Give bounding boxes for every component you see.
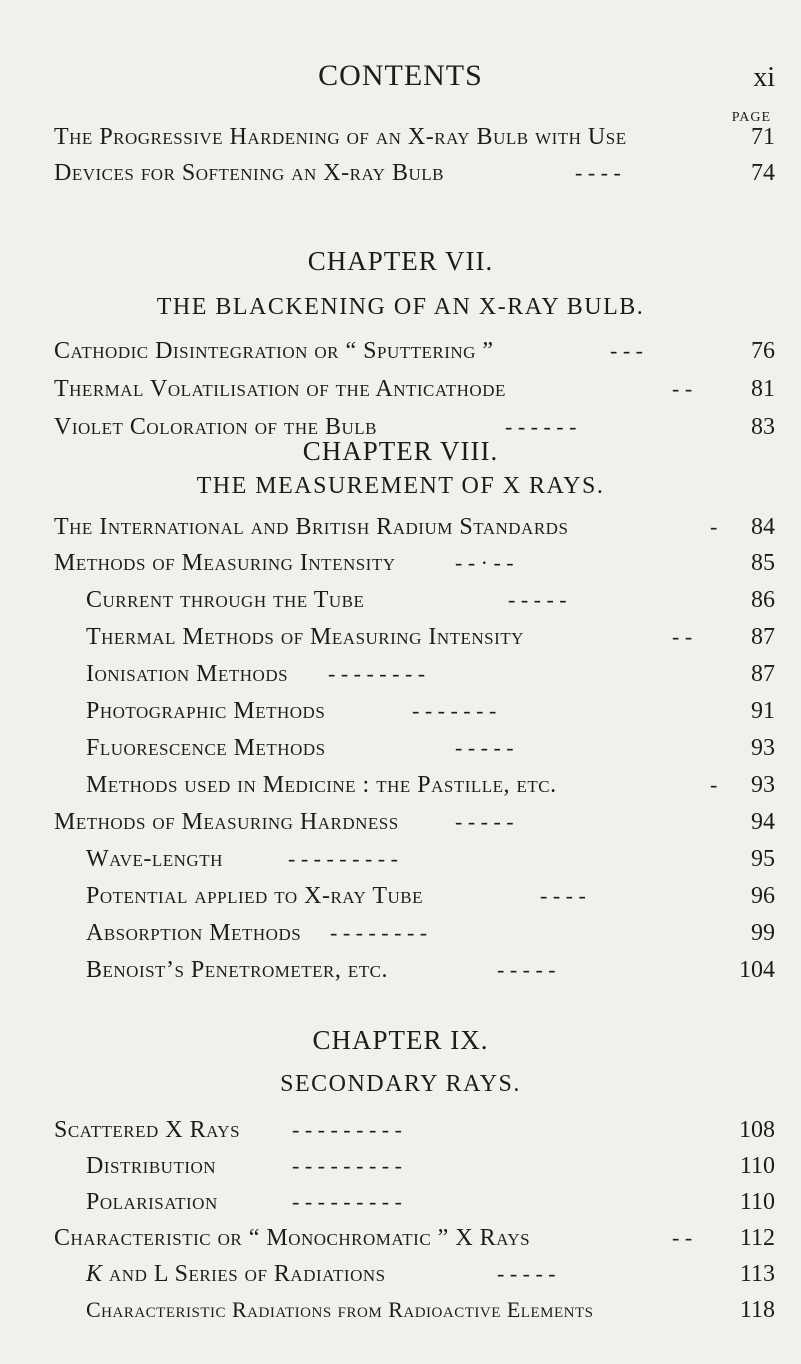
toc-entry [0, 583, 801, 617]
toc-entry-title: Potential applied to X-ray Tube [86, 883, 424, 909]
toc-entry [0, 1221, 801, 1255]
toc-entry [0, 620, 801, 654]
toc-entry-page: 84 [751, 514, 775, 540]
toc-entry-page: 113 [739, 1261, 775, 1287]
chapter-subheading: SECONDARY RAYS. [280, 1071, 521, 1097]
toc-entry [0, 156, 801, 190]
toc-entry-leaders: - - - - - - - - - [292, 1153, 402, 1178]
toc-entry-page: 76 [751, 338, 775, 364]
toc-entry-title: K and L Series of Radiations [86, 1261, 386, 1287]
toc-entry-page: 95 [751, 846, 775, 872]
toc-entry-leaders: - - - - [575, 160, 621, 185]
toc-entry-title: Devices for Softening an X-ray Bulb [54, 160, 444, 186]
toc-entry [0, 694, 801, 728]
toc-entry-leaders: - - [672, 376, 693, 401]
toc-entry-title: Wave-length [86, 846, 223, 872]
toc-entry-page: 112 [739, 1225, 775, 1251]
toc-entry-title: Polarisation [86, 1189, 218, 1215]
toc-entry-title: Scattered X Rays [54, 1117, 241, 1143]
toc-entry-leaders: - - - - - - [505, 414, 577, 439]
toc-entry-leaders: - - - - - - - - [330, 920, 428, 945]
toc-entry-page: 94 [751, 809, 775, 835]
toc-entry-title: Methods of Measuring Hardness [54, 809, 399, 835]
chapter-heading: CHAPTER IX. [312, 1025, 489, 1055]
running-title: CONTENTS [318, 59, 483, 92]
toc-entry [0, 334, 801, 368]
toc-entry-page: 96 [751, 883, 775, 909]
toc-entry-leaders: - [710, 772, 718, 797]
toc-entry-title: Methods used in Medicine : the Pastille, etc. [86, 772, 557, 798]
toc-entry-page: 110 [739, 1189, 775, 1215]
toc-entry-title: Current through the Tube [86, 587, 365, 613]
toc-entry-leaders: - - - - - - - - - [288, 846, 398, 871]
toc-entry-leaders: - - - [610, 338, 643, 363]
toc-entry [0, 916, 801, 950]
toc-entry-title: Ionisation Methods [86, 661, 289, 687]
toc-entry-leaders: - - - - - - - [412, 698, 497, 723]
toc-entry-title: Benoist’s Penetrometer, etc. [86, 957, 389, 983]
toc-entry-leaders: - - - - [540, 883, 586, 908]
toc-entry-page: 87 [751, 624, 775, 650]
toc-entry-title: The Progressive Hardening of an X-ray Bulb with Use [54, 124, 627, 150]
toc-entry-page: 110 [739, 1153, 775, 1179]
chapter-subheading: THE MEASUREMENT OF X RAYS. [196, 473, 605, 499]
toc-entry [0, 510, 801, 544]
toc-entry [0, 372, 801, 406]
page-column-label: PAGE [731, 110, 771, 125]
page-folio: xi [753, 62, 775, 93]
toc-entry-title: Distribution [86, 1153, 217, 1179]
toc-entry-page: 91 [751, 698, 775, 724]
toc-entry [0, 768, 801, 802]
toc-entry-title: Violet Coloration of the Bulb [54, 414, 377, 440]
toc-entry-page: 108 [739, 1117, 775, 1143]
toc-entry [0, 953, 801, 987]
toc-entry-page: 87 [751, 661, 775, 687]
toc-entry-leaders: - - - - - - - - - [292, 1189, 402, 1214]
toc-entry-leaders: - - - - - [497, 1261, 556, 1286]
toc-entry-page: 81 [751, 376, 775, 402]
toc-entry [0, 731, 801, 765]
toc-entry-page: 71 [751, 124, 775, 150]
chapter-subheading: THE BLACKENING OF AN X-RAY BULB. [156, 294, 645, 320]
toc-entry-title: Photographic Methods [86, 698, 326, 724]
toc-entry-page: 83 [751, 414, 775, 440]
toc-entry-title: Cathodic Disintegration or “ Sputtering ” [54, 338, 494, 364]
toc-entry-page: 104 [739, 957, 775, 983]
toc-entry-title: Characteristic or “ Monochromatic ” X Rays [54, 1225, 531, 1251]
toc-entry-page: 93 [751, 772, 775, 798]
toc-entry-page: 118 [739, 1297, 775, 1323]
toc-entry [0, 879, 801, 913]
toc-entry-title: Thermal Methods of Measuring Intensity [86, 624, 524, 650]
toc-entry-title: Absorption Methods [86, 920, 302, 946]
toc-entry-page: 74 [751, 160, 775, 186]
toc-entry-page: 93 [751, 735, 775, 761]
toc-entry-leaders: - - [672, 624, 693, 649]
toc-entry [0, 1293, 801, 1327]
toc-entry [0, 546, 801, 580]
toc-entry [0, 1257, 801, 1291]
chapter-heading: CHAPTER VII. [307, 246, 494, 276]
toc-entry-title: The International and British Radium Standards [54, 514, 569, 540]
toc-entry-page: 85 [751, 550, 775, 576]
toc-entry-leaders: - - · - - [455, 550, 514, 575]
toc-entry [0, 120, 801, 154]
toc-entry-leaders: - - [672, 1225, 693, 1250]
toc-entry-leaders: - - - - - - - - - [292, 1117, 402, 1142]
toc-entry-leaders: - - - - - [455, 735, 514, 760]
toc-entry-leaders: - - - - - [508, 587, 567, 612]
toc-entry [0, 805, 801, 839]
toc-entry-title: Methods of Measuring Intensity [54, 550, 396, 576]
toc-entry-leaders: - - - - - [497, 957, 556, 982]
toc-entry [0, 1113, 801, 1147]
toc-entry-title: Characteristic Radiations from Radioactive Elements [86, 1297, 594, 1322]
toc-entry [0, 842, 801, 876]
toc-entry [0, 1149, 801, 1183]
toc-entry-title: Thermal Volatilisation of the Anticathode [54, 376, 506, 402]
toc-entry-page: 99 [751, 920, 775, 946]
toc-entry-page: 86 [751, 587, 775, 613]
toc-entry-leaders: - - - - - [455, 809, 514, 834]
chapter-heading: CHAPTER VIII. [302, 436, 499, 466]
toc-entry-leaders: - - - - - - - - [328, 661, 426, 686]
toc-entry-leaders: - [710, 514, 718, 539]
toc-entry-title: Fluorescence Methods [86, 735, 326, 761]
toc-entry [0, 1185, 801, 1219]
toc-entry [0, 657, 801, 691]
